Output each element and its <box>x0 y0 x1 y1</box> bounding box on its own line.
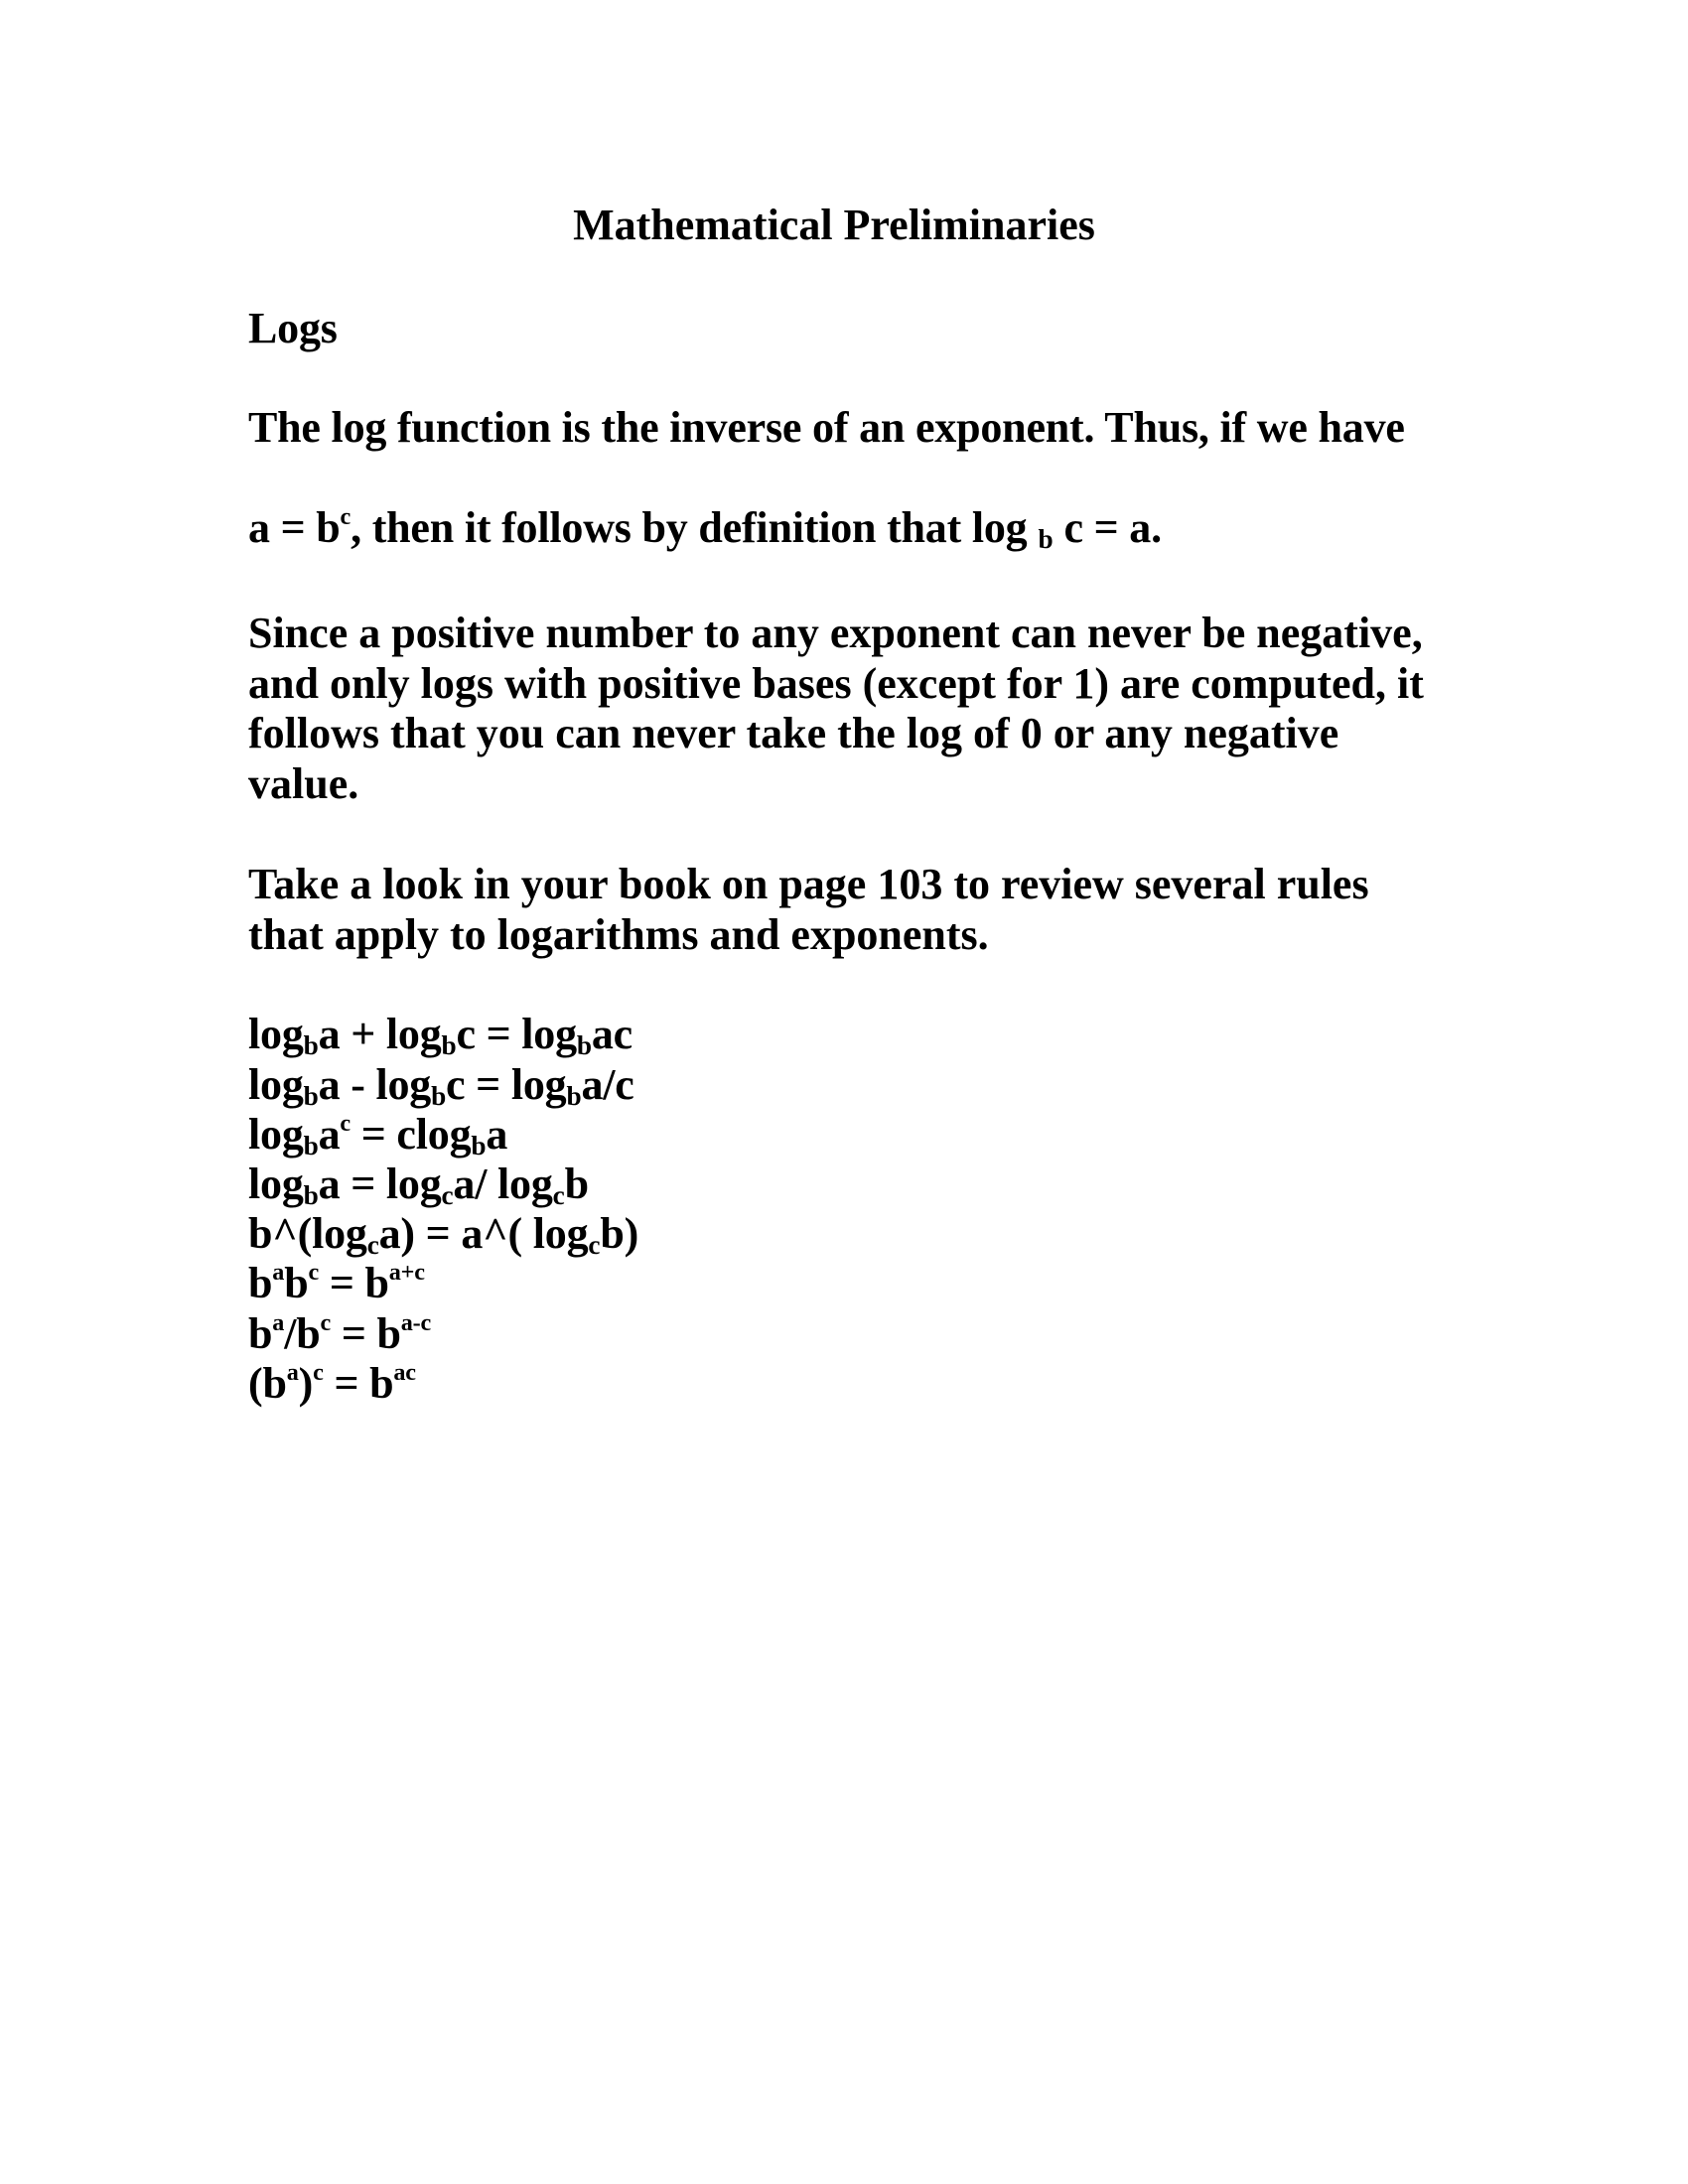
rule-product <box>248 1010 633 1059</box>
rule-power <box>248 1110 507 1160</box>
rule-text: b <box>248 1309 273 1358</box>
rule-subscript: b <box>303 1030 319 1060</box>
rule-text: a = log <box>318 1160 442 1208</box>
paragraph-positive-numbers <box>248 609 1460 809</box>
definition-tail: c = a. <box>1063 503 1162 552</box>
rule-superscript: c <box>320 1308 332 1336</box>
rule-text: a + log <box>318 1010 442 1058</box>
rule-quotient <box>248 1060 634 1110</box>
rule-superscript: a <box>272 1308 285 1336</box>
rule-superscript: ac <box>393 1358 416 1386</box>
rule-subscript: b <box>303 1081 319 1111</box>
paragraph-line: that apply to logarithms and exponents. <box>248 909 989 959</box>
rule-text: a/c <box>581 1060 634 1109</box>
rule-subscript: b <box>431 1081 447 1111</box>
rule-superscript: a-c <box>400 1308 432 1336</box>
rule-text: = b <box>319 1259 389 1307</box>
rule-text: c = log <box>446 1060 567 1109</box>
rule-subscript: b <box>576 1030 592 1060</box>
definition-middle: , then it follows by definition that log <box>351 503 1028 552</box>
definition-log-base: b <box>1038 524 1054 554</box>
rule-subscript: b <box>566 1081 582 1111</box>
intro-line: The log function is the inverse of an exponent. Thus, if we have <box>248 403 1405 452</box>
rule-text: ac <box>591 1010 633 1058</box>
rule-text: b <box>248 1259 273 1307</box>
rule-exponent-swap <box>248 1209 638 1259</box>
paragraph-book-reference <box>248 860 1460 960</box>
rule-subscript: b <box>303 1180 319 1210</box>
rule-text: a/ log <box>453 1160 553 1208</box>
paragraph-line: follows that you can never take the log of 0 or any negative <box>248 709 1339 758</box>
paragraph-line: Take a look in your book on page 103 to review several rules <box>248 860 1369 908</box>
rule-superscript: a <box>286 1358 299 1386</box>
rule-exponent-power <box>248 1359 416 1409</box>
rule-change-of-base <box>248 1160 589 1209</box>
rule-subscript: b <box>303 1131 319 1160</box>
rule-subscript: c <box>441 1180 454 1210</box>
rule-subscript: b <box>441 1030 457 1060</box>
rule-text: /b <box>284 1309 321 1358</box>
rule-subscript: c <box>588 1230 601 1260</box>
definition-lhs: a = b <box>248 503 341 552</box>
rule-superscript: a+c <box>388 1258 425 1286</box>
rule-text: b) <box>600 1209 639 1258</box>
rule-subscript: b <box>471 1131 487 1160</box>
rule-subscript: c <box>366 1230 379 1260</box>
rule-exponent-quotient <box>248 1309 431 1359</box>
rule-text: b^(log <box>248 1209 367 1258</box>
paragraph-line: Since a positive number to any exponent can never be negative, <box>248 609 1423 657</box>
rule-text: = clog <box>350 1110 472 1159</box>
rule-text: a <box>318 1110 341 1159</box>
paragraph-line: value. <box>248 758 359 808</box>
rule-text: log <box>248 1060 304 1109</box>
rule-text: (b <box>248 1359 287 1408</box>
rule-text: ) <box>298 1359 314 1408</box>
definition-exponent: c <box>340 502 352 530</box>
rule-text: c = log <box>456 1010 577 1058</box>
log-definition <box>248 503 1162 553</box>
page-title: Mathematical Preliminaries <box>573 201 1095 249</box>
rule-superscript: c <box>313 1358 324 1386</box>
rule-text: b <box>284 1259 309 1307</box>
rule-text: b <box>564 1160 589 1208</box>
rule-superscript: c <box>340 1109 351 1137</box>
rule-text: a) = a^( log <box>378 1209 589 1258</box>
rule-text: a <box>486 1110 508 1159</box>
rule-text: log <box>248 1010 304 1058</box>
paragraph-line: and only logs with positive bases (except for 1) are computed, it <box>248 658 1424 708</box>
section-heading: Logs <box>248 304 338 352</box>
rule-exponent-product <box>248 1259 425 1308</box>
rule-superscript: a <box>272 1258 285 1286</box>
rule-superscript: c <box>308 1258 320 1286</box>
rule-text: log <box>248 1160 304 1208</box>
rule-text: log <box>248 1110 304 1159</box>
rule-subscript: c <box>552 1180 565 1210</box>
rule-text: = b <box>323 1359 394 1408</box>
rule-text: = b <box>331 1309 401 1358</box>
rule-text: a - log <box>318 1060 432 1109</box>
